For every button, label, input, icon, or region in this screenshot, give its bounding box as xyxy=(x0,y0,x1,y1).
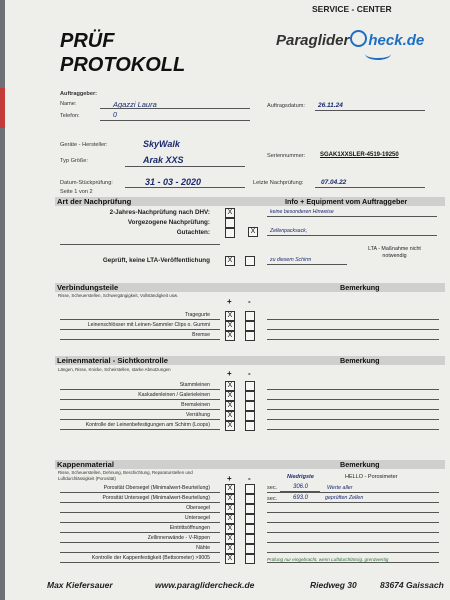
leinen-row-minus-box[interactable] xyxy=(245,381,255,391)
footer-name: Max Kiefersauer xyxy=(47,580,113,590)
leinen-plus: + xyxy=(227,369,232,378)
art-row-2jahres: 2-Jahres-Nachprüfung nach DHV: xyxy=(109,209,210,216)
art-row-gutachten: Gutachten: xyxy=(176,229,210,236)
leinen-row-left-line xyxy=(60,409,220,410)
last-check-label: Letzte Nachprüfung: xyxy=(253,180,304,186)
name-value: Agazzi Laura xyxy=(113,100,157,109)
art-section-header xyxy=(55,197,445,206)
verbindung-row-plus-box[interactable]: X xyxy=(225,321,235,331)
order-date-underline xyxy=(315,110,425,111)
verbindung-row-left-line xyxy=(60,319,220,320)
art-row-vorgezogen: Vorgezogene Nachprüfung: xyxy=(127,219,210,226)
kappen-row-left-line xyxy=(60,502,220,503)
kappen-row-plus-box[interactable]: X xyxy=(225,534,235,544)
kappen-row-left-line xyxy=(60,542,220,543)
kappen-row-left-line xyxy=(60,552,220,553)
background-red-strip xyxy=(0,88,5,128)
kappen-row-plus-box[interactable]: X xyxy=(225,554,235,564)
info-line-2-underline xyxy=(267,235,437,236)
leinen-row-remark-line xyxy=(267,429,439,430)
art-row-gutachten-box[interactable] xyxy=(225,228,235,238)
name-underline xyxy=(100,108,250,109)
kappen-row-plus-box[interactable]: X xyxy=(225,484,235,494)
kappen-row-label: Obersegel xyxy=(186,505,210,511)
kappen-row-left-line xyxy=(60,512,220,513)
art-info-title: Info + Equipment vom Auftraggeber xyxy=(285,197,408,206)
kappen-row-remark-line xyxy=(267,522,439,523)
verbindung-subtitle: Risse, Scheuerstellen, Schwergängigkeit, Vollständigkeit usw. xyxy=(58,293,179,298)
verbindung-row-minus-box[interactable] xyxy=(245,321,255,331)
maker-label: Geräte - Hersteller: xyxy=(60,142,108,148)
leinen-section-header xyxy=(55,356,445,365)
leinen-row-remark-line xyxy=(267,409,439,410)
kappen-row-plus-box[interactable]: X xyxy=(225,524,235,534)
kappen-row-left-line xyxy=(60,492,220,493)
kappen-row-left-line xyxy=(60,562,220,563)
kappen-row-label: Eintrittsöffnungen xyxy=(169,525,210,531)
leinen-row-minus-box[interactable] xyxy=(245,421,255,431)
art-row-lta-box[interactable]: X xyxy=(225,256,235,266)
kappen-row-remark-line xyxy=(267,562,439,563)
type-underline xyxy=(125,166,245,167)
kappen-row-minus-box[interactable] xyxy=(245,554,255,564)
kappen-row-minus-box[interactable] xyxy=(245,524,255,534)
type-label: Typ Größe: xyxy=(60,158,88,164)
serial-label: Seriennummer: xyxy=(267,153,306,159)
leinen-row-minus-box[interactable] xyxy=(245,401,255,411)
kappen-val-2: 693.0 xyxy=(293,495,309,501)
kappen-row-remark-line xyxy=(267,542,439,543)
protocol-sheet xyxy=(5,0,450,600)
kappen-section-header xyxy=(55,460,445,469)
kappen-werte: Werte aller xyxy=(327,485,353,491)
kappen-row-left-line xyxy=(60,532,220,533)
leinen-row-minus-box[interactable] xyxy=(245,411,255,421)
kappen-sec-2: sec. xyxy=(267,496,278,502)
kappen-row-remark-line xyxy=(267,532,439,533)
kappen-row-plus-box[interactable]: X xyxy=(225,504,235,514)
leinen-row-label: Stammleinen xyxy=(179,382,210,388)
verbindung-row-remark-line xyxy=(267,329,439,330)
maker-value: SkyWalk xyxy=(143,139,180,149)
kappen-row-remark-line xyxy=(267,492,439,493)
info-line-3-underline xyxy=(267,264,347,265)
kappen-row-minus-box[interactable] xyxy=(245,494,255,504)
leinen-row-label: Kaskadenleinen / Galerieleinen xyxy=(138,392,210,398)
info-line-2: Zellenpacksack, xyxy=(270,228,308,234)
kappen-row-label: Porosität Untersegel (Minimalwert-Beurteilung) xyxy=(102,495,210,501)
leinen-bemerkung: Bemerkung xyxy=(340,356,380,365)
logo-text-paraglider: Paraglider xyxy=(276,32,350,49)
last-check-value: 07.04.22 xyxy=(321,179,347,186)
kappen-row-label: Kontrolle der Kappenfestigkeit (Bettsometer) >9005 xyxy=(91,555,210,561)
kappen-row-label: Untersegel xyxy=(184,515,210,521)
check-date-label: Datum-Stückprüfung: xyxy=(60,180,113,186)
kappen-zellen: geprüften Zellen xyxy=(325,495,364,501)
art-row-2jahres-box[interactable]: X xyxy=(225,208,235,218)
info-line-1: keine besonderen Hinweise xyxy=(270,209,334,215)
info-line-3: zu diesem Schirm xyxy=(270,257,312,263)
verbindung-row-plus-box[interactable]: X xyxy=(225,311,235,321)
page-label: Seite 1 von 2 xyxy=(60,189,93,195)
order-date-value: 26.11.24 xyxy=(318,102,343,109)
leinen-row-minus-box[interactable] xyxy=(245,391,255,401)
service-center-label: SERVICE - CENTER xyxy=(312,4,392,14)
kappen-row-minus-box[interactable] xyxy=(245,514,255,524)
kappen-plus: + xyxy=(227,474,232,483)
kappen-row-remark-line xyxy=(267,512,439,513)
leinen-row-plus-box[interactable]: X xyxy=(225,401,235,411)
leinen-subtitle: Längen, Risse, Knicke, Scheirstellen, starke Abnutzungen xyxy=(58,367,171,372)
info-lta-note: LTA - Maßnahme nicht notwendig xyxy=(368,246,421,259)
kappen-row-minus-box[interactable] xyxy=(245,504,255,514)
verbindung-row-left-line xyxy=(60,339,220,340)
verbindung-bemerkung: Bemerkung xyxy=(340,283,380,292)
leinen-row-left-line xyxy=(60,429,220,430)
kappen-row-minus-box[interactable] xyxy=(245,534,255,544)
kappen-footnote: Prüfung nur eingebracht, wenn Luftdurchlässig. grenzwertig xyxy=(267,557,389,562)
leinen-row-left-line xyxy=(60,399,220,400)
kappen-niedrigste: Niedrigste xyxy=(287,474,314,480)
art-row-vorgezogen-box[interactable] xyxy=(225,218,235,228)
leinen-title: Leinenmaterial - Sichtkontrolle xyxy=(57,356,168,365)
check-date-underline xyxy=(125,187,245,188)
info-line-1-underline xyxy=(267,216,437,217)
footer-url[interactable]: www.paraglidercheck.de xyxy=(155,580,255,590)
verbindung-row-minus-box[interactable] xyxy=(245,331,255,341)
title-line-1: PRÜF xyxy=(60,30,115,52)
verbindung-row-label: Tragegurte xyxy=(184,312,210,318)
kappen-title: Kappenmaterial xyxy=(57,460,114,469)
name-label: Name: xyxy=(60,101,77,107)
kappen-sec-1: sec. xyxy=(267,485,278,491)
leinen-row-plus-box[interactable]: X xyxy=(225,391,235,401)
kappen-porosimeter: HELLO - Porosimeter xyxy=(345,474,398,480)
logo-swoosh xyxy=(365,48,391,60)
logo-text-domain: .de xyxy=(402,32,425,49)
phone-label: Telefon: xyxy=(60,113,80,119)
kappen-row-label: Porosität Obersegel (Minimalwert-Beurteilung) xyxy=(103,485,210,491)
leinen-row-remark-line xyxy=(267,399,439,400)
type-value: Arak XXS xyxy=(143,155,184,165)
kappen-val-1: 306.0 xyxy=(293,484,309,490)
leinen-row-remark-line xyxy=(267,389,439,390)
art-row-lta-box-empty[interactable] xyxy=(245,256,255,266)
art-row-lta: Geprüft, keine LTA-Veröffentlichung xyxy=(102,257,210,264)
leinen-row-label: Bremsleinen xyxy=(181,402,210,408)
kappen-row-minus-box[interactable] xyxy=(245,484,255,494)
leinen-row-label: Verrähung xyxy=(186,412,210,418)
check-date-value: 31 - 03 - 2020 xyxy=(145,177,202,187)
leinen-row-left-line xyxy=(60,419,220,420)
kappen-row-plus-box[interactable]: X xyxy=(225,494,235,504)
verbindung-row-plus-box[interactable]: X xyxy=(225,331,235,341)
verbindung-title: Verbindungsteile xyxy=(57,283,119,292)
last-check-underline xyxy=(315,187,425,188)
kappen-row-label: Zellinnenwände - V-Rippen xyxy=(147,535,210,541)
order-date-label: Auftragsdatum: xyxy=(267,103,305,109)
serial-value: SGAK1XXSLER-4519-19250 xyxy=(320,152,399,158)
kappen-minus: - xyxy=(248,474,251,483)
kappen-row-remark-line xyxy=(267,502,439,503)
kappen-row-label: Nähte xyxy=(196,545,210,551)
kappen-bemerkung: Bemerkung xyxy=(340,460,380,469)
leinen-row-plus-box[interactable]: X xyxy=(225,381,235,391)
brand-logo xyxy=(276,30,424,49)
title-line-2: PROTOKOLL xyxy=(60,54,186,76)
kappen-row-plus-box[interactable]: X xyxy=(225,544,235,554)
leinen-row-remark-line xyxy=(267,419,439,420)
art-blank-line xyxy=(60,244,220,245)
kappen-subtitle: Risse, Scheuerstellen, Dehnung, Beschichtung, Reparaturstellen und Luftdurchlässigkeit (Porosität) xyxy=(58,470,193,481)
footer-street: Riedweg 30 xyxy=(310,580,357,590)
verbindung-row-remark-line xyxy=(267,319,439,320)
verbindung-row-left-line xyxy=(60,329,220,330)
leinen-row-plus-box[interactable]: X xyxy=(225,421,235,431)
phone-underline xyxy=(100,120,250,121)
verbindung-row-remark-line xyxy=(267,339,439,340)
phone-value: 0 xyxy=(113,112,117,119)
logo-text-heck: heck xyxy=(368,32,403,49)
kappen-row-left-line xyxy=(60,522,220,523)
verbindung-minus: - xyxy=(248,297,251,306)
logo-check-mark xyxy=(350,30,367,47)
verbindung-row-minus-box[interactable] xyxy=(245,311,255,321)
footer-city: 83674 Gaissach xyxy=(380,580,444,590)
verbindung-plus: + xyxy=(227,297,232,306)
leinen-row-left-line xyxy=(60,389,220,390)
leinen-minus: - xyxy=(248,369,251,378)
info-box-2[interactable]: X xyxy=(248,227,258,237)
leinen-row-plus-box[interactable]: X xyxy=(225,411,235,421)
kappen-row-plus-box[interactable]: X xyxy=(225,514,235,524)
kappen-row-remark-line xyxy=(267,552,439,553)
verbindung-row-label: Leinenschlösser mit Leinen-Sammler Clips o. Gummi xyxy=(87,322,210,328)
leinen-row-label: Kontrolle der Leinenbefestigungen am Schirm (Loops) xyxy=(85,422,210,428)
client-section-label: Auftraggeber: xyxy=(60,91,97,97)
art-title: Art der Nachprüfung xyxy=(57,197,132,206)
kappen-row-minus-box[interactable] xyxy=(245,544,255,554)
verbindung-section-header xyxy=(55,283,445,292)
verbindung-row-label: Bremse xyxy=(192,332,210,338)
